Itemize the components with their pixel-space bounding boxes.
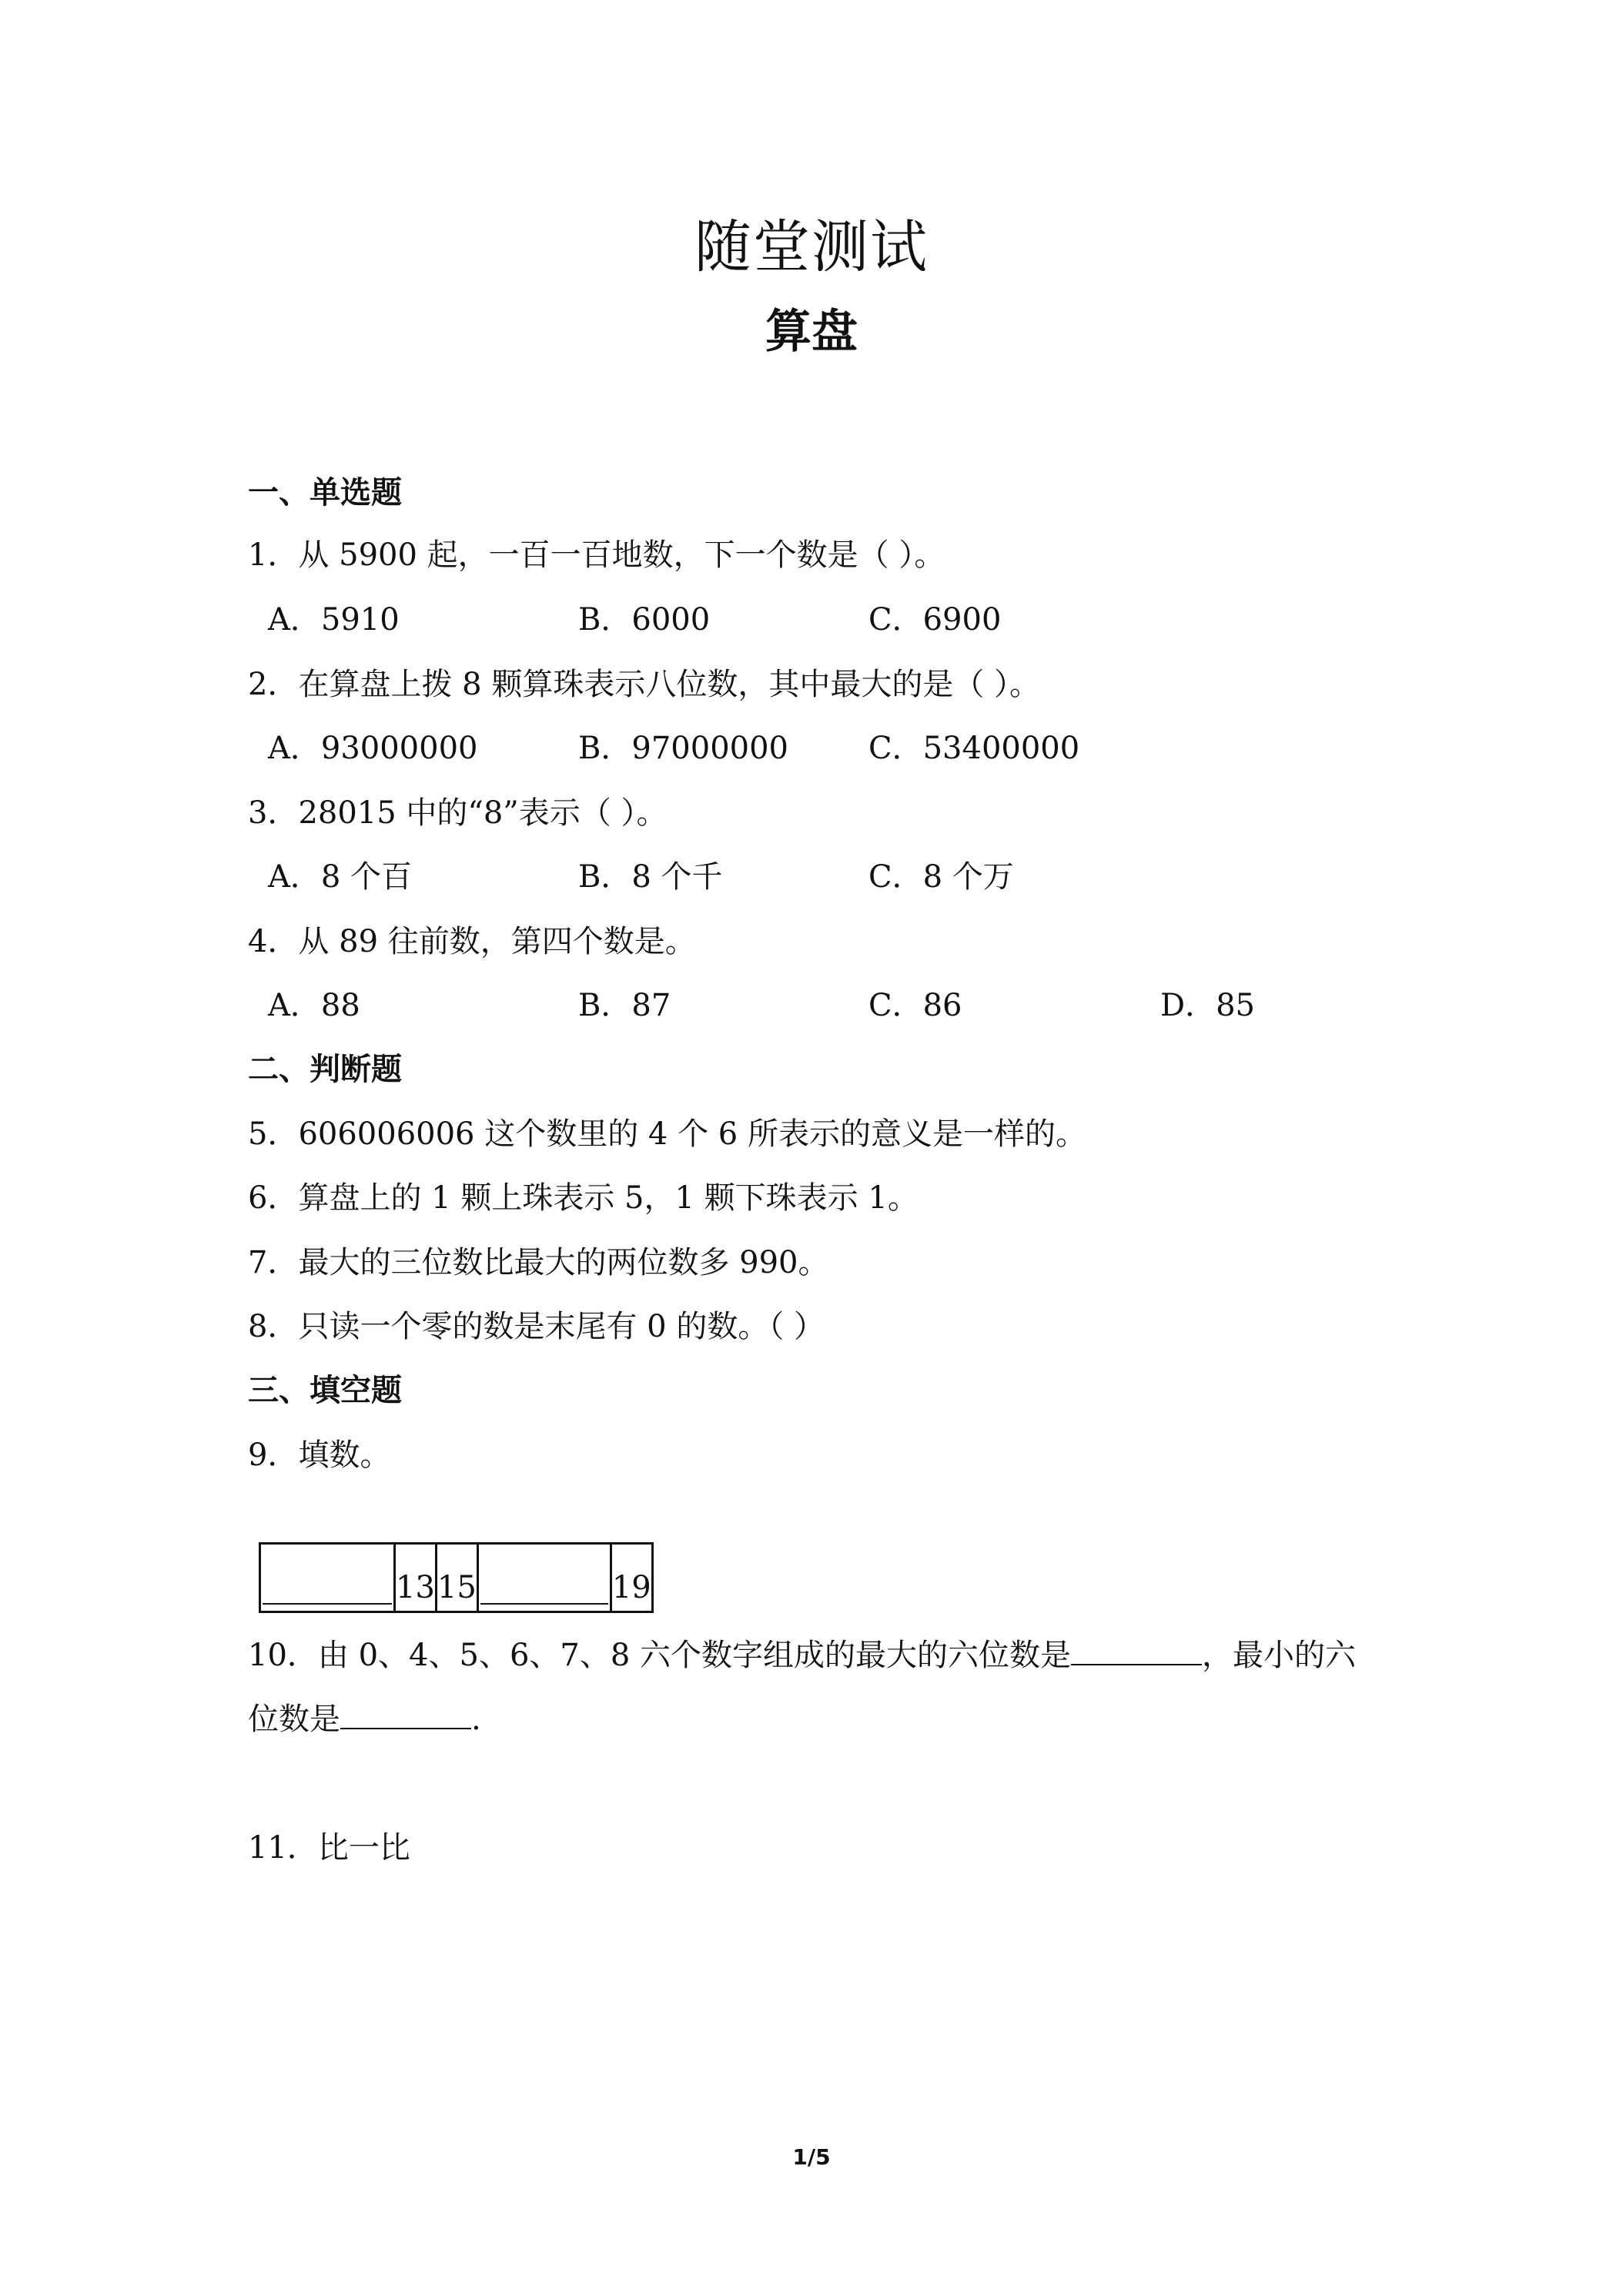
- section-heading-true-false: 二、判断题: [248, 1051, 402, 1087]
- number-cell: 19: [611, 1544, 652, 1612]
- blank-cell[interactable]: [477, 1544, 611, 1612]
- question-2: 2．在算盘上拨 8 颗算珠表示八位数，其中最大的是（ ）。: [248, 667, 1041, 702]
- question-2-option-b: B．97000000: [578, 731, 788, 766]
- page-title: 随堂测试: [694, 214, 929, 280]
- question-3-option-b: B．8 个千: [578, 859, 723, 895]
- question-9: 9．填数。: [248, 1438, 391, 1473]
- number-sequence-table: [259, 1542, 654, 1613]
- question-3: 3．28015 中的“8”表示（ ）。: [248, 795, 668, 831]
- question-10-line-1: [248, 1631, 1356, 1675]
- question-10-line-2: [248, 1695, 481, 1739]
- question-5: 5．606006006 这个数里的 4 个 6 所表示的意义是一样的。: [248, 1116, 1086, 1152]
- question-10-text-a: 10．由 0、4、5、6、7、8 六个数字组成的最大的六位数是: [248, 1638, 1072, 1673]
- page-subtitle: 算盘: [765, 305, 858, 359]
- question-4: 4．从 89 往前数，第四个数是。: [248, 924, 696, 959]
- question-10-text-c: 位数是: [248, 1702, 340, 1737]
- section-heading-single-choice: 一、单选题: [248, 474, 402, 510]
- answer-blank[interactable]: [1071, 1636, 1202, 1665]
- question-2-option-c: C．53400000: [868, 731, 1080, 766]
- question-4-option-b: B．87: [578, 988, 671, 1023]
- section-heading-fill-blank: 三、填空题: [248, 1372, 402, 1408]
- question-1: 1．从 5900 起，一百一百地数，下一个数是（ ）。: [248, 537, 945, 573]
- question-10-text-d: .: [471, 1702, 481, 1737]
- answer-blank[interactable]: [340, 1700, 471, 1729]
- question-4-option-a: A．88: [268, 988, 360, 1023]
- number-cell: 13: [395, 1544, 437, 1612]
- blank-cell[interactable]: [260, 1544, 395, 1612]
- question-2-option-a: A．93000000: [268, 731, 478, 766]
- question-4-option-d: D．85: [1160, 988, 1255, 1023]
- question-10-text-b: ，最小的六: [1202, 1638, 1357, 1673]
- question-3-option-c: C．8 个万: [868, 859, 1014, 895]
- question-1-option-b: B．6000: [578, 602, 711, 638]
- question-4-option-c: C．86: [868, 988, 962, 1023]
- question-1-option-a: A．5910: [268, 602, 400, 638]
- page-number: 1/5: [792, 2144, 831, 2170]
- question-11: 11．比一比: [248, 1830, 410, 1866]
- question-7: 7．最大的三位数比最大的两位数多 990。: [248, 1245, 829, 1280]
- question-1-option-c: C．6900: [868, 602, 1002, 638]
- number-cell: 15: [436, 1544, 477, 1612]
- question-6: 6．算盘上的 1 颗上珠表示 5，1 颗下珠表示 1。: [248, 1180, 919, 1216]
- question-8: 8．只读一个零的数是末尾有 0 的数。（ ）: [248, 1309, 825, 1344]
- question-3-option-a: A．8 个百: [268, 859, 413, 895]
